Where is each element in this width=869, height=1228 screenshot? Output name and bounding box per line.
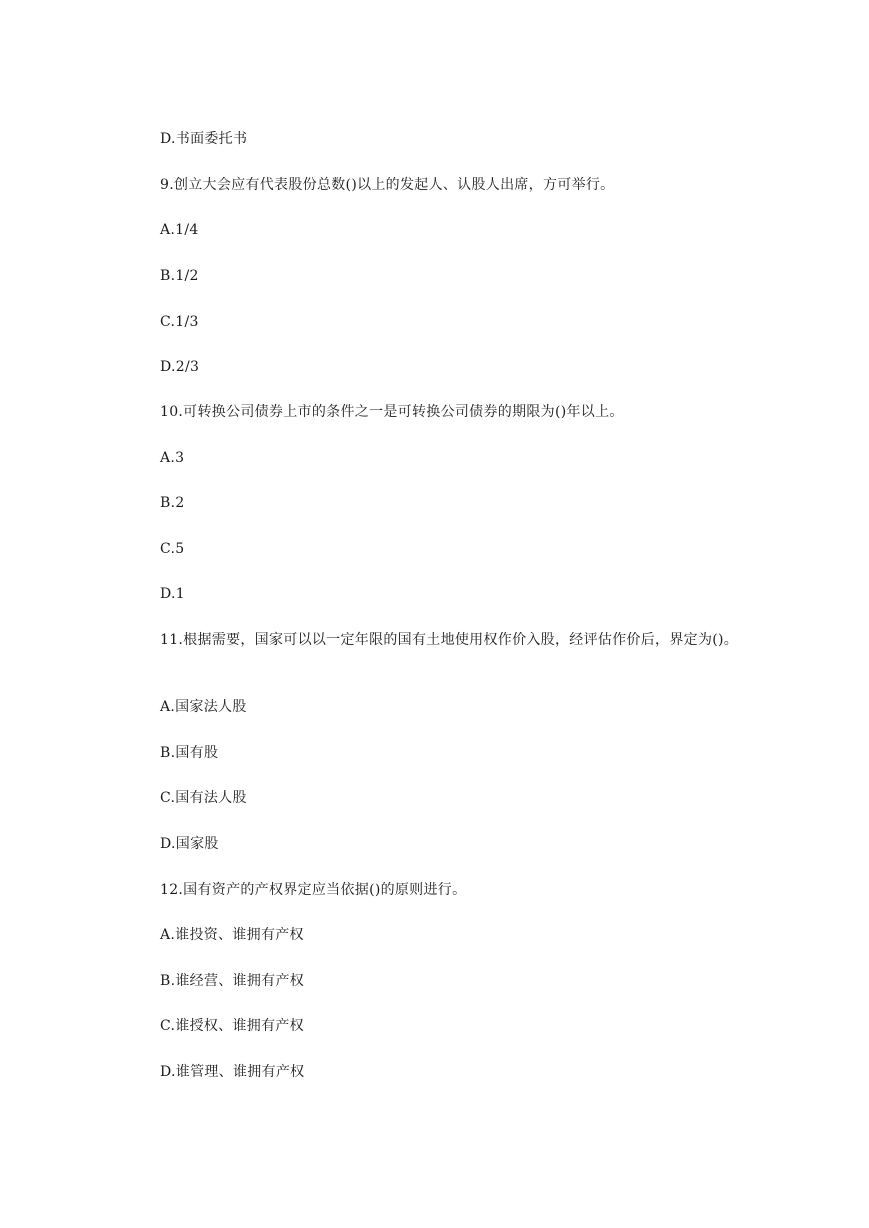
q9-option-c: C.1/3 xyxy=(160,314,199,330)
q9-question: 9.创立大会应有代表股份总数()以上的发起人、认股人出席，方可举行。 xyxy=(160,177,615,193)
q11-option-c: C.国有法人股 xyxy=(160,790,247,806)
q12-option-a: A.谁投资、谁拥有产权 xyxy=(160,927,304,943)
q12-question: 12.国有资产的产权界定应当依据()的原则进行。 xyxy=(160,882,467,898)
q12-option-b: B.谁经营、谁拥有产权 xyxy=(160,973,305,989)
q10-option-d: D.1 xyxy=(160,586,185,602)
q11-option-a: A.国家法人股 xyxy=(160,699,247,715)
q12-option-c: C.谁授权、谁拥有产权 xyxy=(160,1018,304,1034)
q12-option-d: D.谁管理、谁拥有产权 xyxy=(160,1064,305,1080)
q10-option-c: C.5 xyxy=(160,541,185,557)
q9-option-a: A.1/4 xyxy=(160,222,199,238)
q9-option-d: D.2/3 xyxy=(160,359,200,375)
q10-option-b: B.2 xyxy=(160,495,185,511)
q9-option-b: B.1/2 xyxy=(160,268,199,284)
q11-option-b: B.国有股 xyxy=(160,745,219,761)
q11-question: 11.根据需要，国家可以以一定年限的国有土地使用权作价入股，经评估作价后，界定为()。 xyxy=(160,632,739,648)
q10-question: 10.可转换公司债券上市的条件之一是可转换公司债券的期限为()年以上。 xyxy=(160,404,624,420)
q10-option-a: A.3 xyxy=(160,450,185,466)
q11-option-d: D.国家股 xyxy=(160,836,219,852)
q8-option-d: D.书面委托书 xyxy=(160,131,248,147)
